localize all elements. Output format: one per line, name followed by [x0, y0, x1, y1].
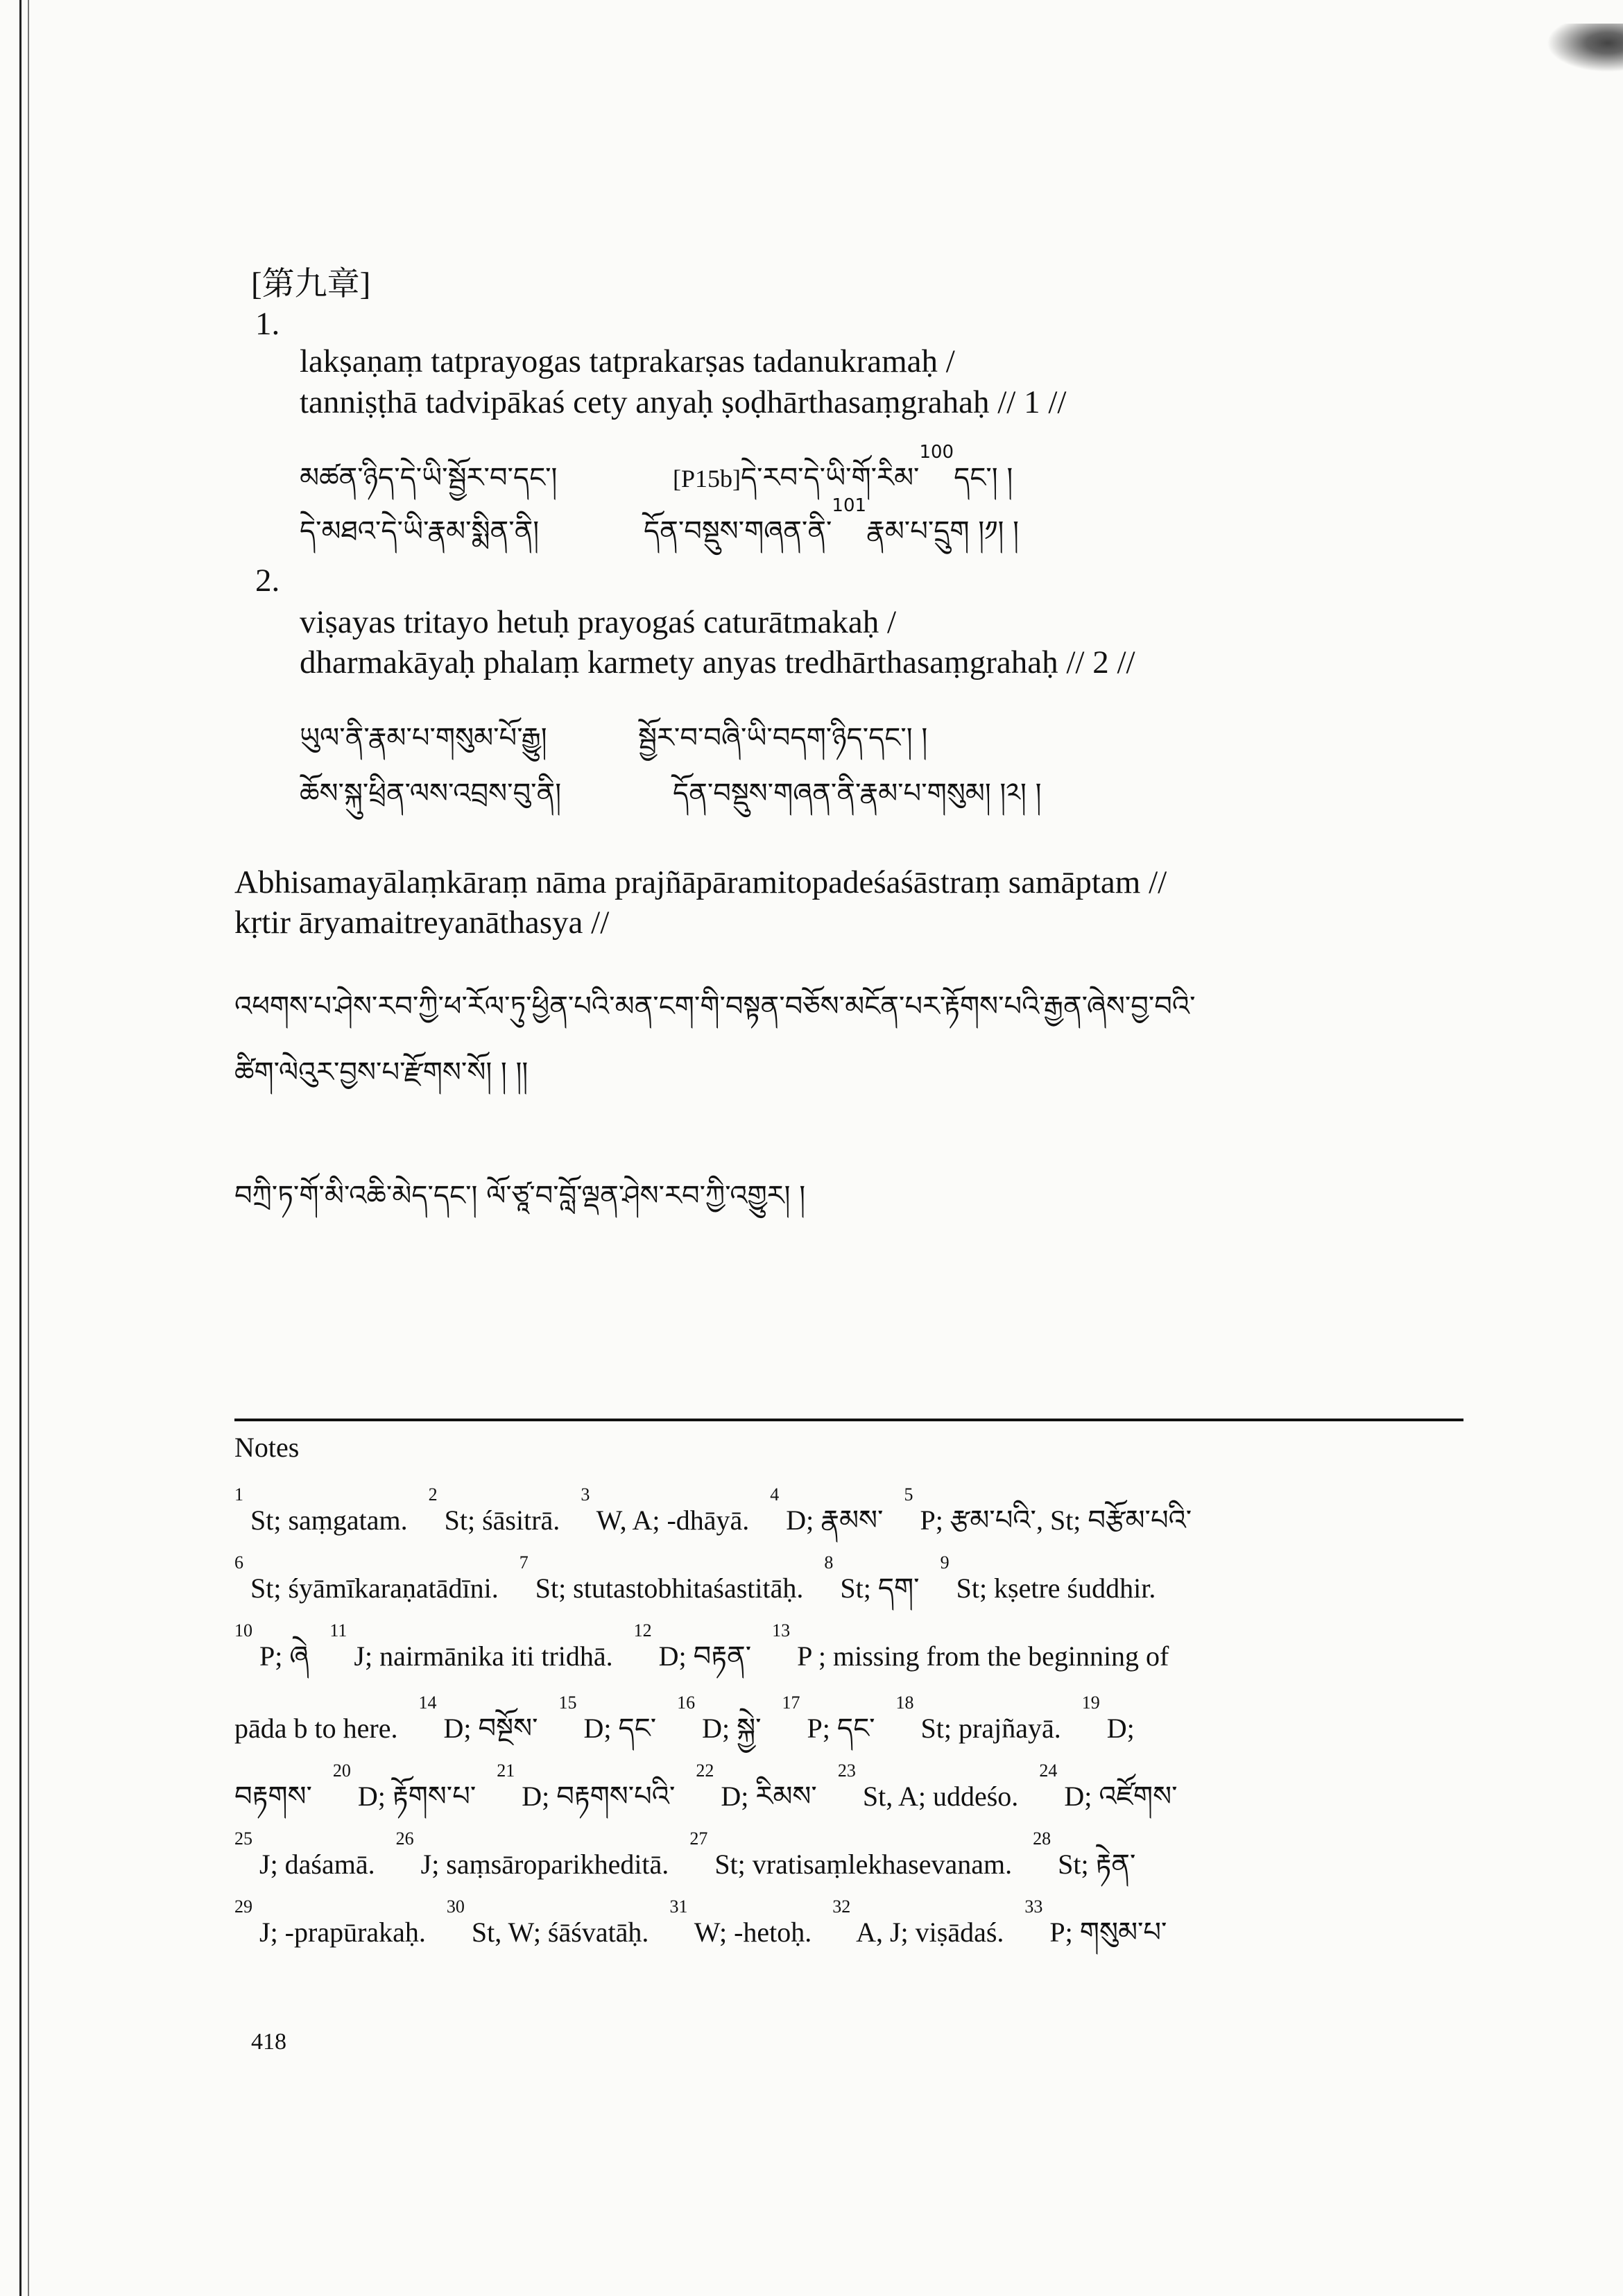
footnote-text: D; འཛོགས་	[1057, 1781, 1178, 1812]
footnote-number: 24	[1039, 1760, 1058, 1781]
footnote-number: 14	[418, 1693, 437, 1713]
footnote-number: 31	[669, 1896, 688, 1917]
footnote-number: 23	[837, 1760, 856, 1781]
verse-number: 1.	[255, 306, 280, 342]
footnote-number: 21	[497, 1760, 515, 1781]
note-line	[234, 1896, 1167, 1979]
footnote-number: 13	[772, 1620, 791, 1640]
footnote-text: St; śyāmīkaraṇatādīni.	[243, 1573, 519, 1604]
footnote-text: P; གསུམ་པ་	[1042, 1917, 1167, 1948]
footnote-number: 26	[395, 1828, 414, 1849]
footnote-number: 1	[234, 1484, 243, 1505]
footnote-number: 12	[633, 1620, 652, 1640]
footnote-text: D;	[1099, 1713, 1135, 1744]
note-line	[234, 1620, 1169, 1703]
footnote-number: 16	[677, 1693, 696, 1713]
tibetan-line: དོན་བསྡུས་གཞན་ནི་རྣམ་པ་གསུམ། །༢། །	[673, 778, 1042, 809]
footnote-number: 32	[832, 1896, 851, 1917]
note-line	[234, 1693, 1135, 1775]
footnote-text: J; daśamā.	[252, 1849, 396, 1880]
footnote-text: St; saṃgatam.	[243, 1505, 429, 1536]
footnote-ref: 100	[919, 442, 954, 463]
footnote-text: St, A; uddeśo.	[855, 1781, 1040, 1812]
tibetan-line: [P15b]དེ་རབ་དེ་ཡི་གོ་རིམ་$^{100}$དང་། །	[673, 442, 1013, 494]
colophon-sanskrit: Abhisamayālaṃkāraṃ nāma prajñāpāramitopadeśaśāstraṃ samāptam //	[234, 864, 1167, 900]
footnote-text: pāda b to here.	[234, 1713, 419, 1744]
chapter-heading: [第九章]	[251, 266, 371, 302]
note-line	[234, 1484, 1192, 1567]
tibetan-line: དོན་བསྡུས་གཞན་ནི་$^{101}$རྣམ་པ་དྲུག །༡། །	[644, 495, 1019, 547]
notes-divider	[234, 1419, 1463, 1421]
page-number: 418	[251, 2029, 286, 2055]
scan-smudge	[1547, 24, 1623, 72]
footnote-text: P; དང་	[800, 1713, 896, 1744]
footnote-text: D; དང་	[576, 1713, 678, 1744]
sanskrit-line: lakṣaṇaṃ tatprayogas tatprakarṣas tadanukramaḥ /	[300, 343, 955, 379]
sanskrit-line: viṣayas tritayo hetuḥ prayogaś caturātmakaḥ /	[300, 604, 897, 640]
footnote-text: D; རིམས་	[714, 1781, 838, 1812]
footnote-number: 10	[234, 1620, 252, 1640]
footnote-text: P; ཞེ	[252, 1640, 330, 1672]
footnote-text: J; -prapūrakaḥ.	[252, 1917, 447, 1948]
footnote-text: D; རྟོགས་པ་	[350, 1781, 497, 1812]
tibetan-line: མཚན་ཉིད་དེ་ཡི་སྦྱོར་བ་དང་།	[300, 462, 558, 494]
footnote-text: St; vratisaṃlekhasevanam.	[707, 1849, 1033, 1880]
sanskrit-line: tanniṣṭhā tadvipākaś cety anyaḥ ṣoḍhārthasaṃgrahaḥ // 1 //	[300, 384, 1067, 420]
footnote-text: J; nairmānika iti tridhā.	[347, 1640, 634, 1672]
footnote-text: W, A; -dhāyā.	[590, 1505, 771, 1536]
footnote-number: 15	[558, 1693, 577, 1713]
footnote-text: D; བསྔོས་	[436, 1713, 559, 1744]
note-line	[234, 1552, 1156, 1635]
tibetan-line: དེ་མཐའ་དེ་ཡི་རྣམ་སྨིན་ནི།	[300, 515, 540, 547]
footnote-text: P; རྩམ་པའི་, St; བརྩོམ་པའི་	[913, 1505, 1192, 1536]
verse-number: 2.	[255, 563, 280, 599]
footnote-text: St; kṣetre śuddhir.	[949, 1573, 1156, 1604]
footnote-text: A, J; viṣādaś.	[850, 1917, 1025, 1948]
footnote-number: 8	[824, 1552, 834, 1573]
footnote-number: 27	[689, 1828, 708, 1849]
footnote-text: St; stutastobhitaśastitāḥ.	[528, 1573, 825, 1604]
translator-colophon: བཀྲི་ཏ་གོ་མི་འཆི་མེད་དང་། ལོ་ཙཱ་བ་བློ་ལྡན་ཤེས་རབ་ཀྱི་འགྱུར། །	[234, 1180, 806, 1212]
footnote-number: 7	[519, 1552, 529, 1573]
footnote-text: W; -hetoḥ.	[687, 1917, 833, 1948]
footnote-number: 33	[1024, 1896, 1043, 1917]
scan-edge-line	[19, 0, 22, 2296]
footnote-text: St; prajñayā.	[913, 1713, 1082, 1744]
sanskrit-line: dharmakāyaḥ phalaṃ karmety anyas tredhārthasaṃgrahaḥ // 2 //	[300, 644, 1135, 680]
footnote-number: 29	[234, 1896, 252, 1917]
footnote-number: 2	[428, 1484, 438, 1505]
footnote-number: 28	[1033, 1828, 1051, 1849]
footnote-text: D; སྐྱེ་	[695, 1713, 782, 1744]
footnote-number: 4	[770, 1484, 780, 1505]
footnote-text: D; རྣམས་	[779, 1505, 904, 1536]
footnote-text: St; śāsitrā.	[437, 1505, 581, 1536]
footnote-number: 18	[895, 1693, 914, 1713]
colophon-tibetan: ཚིག་ལེའུར་བྱས་པ་རྫོགས་སོ། ། །།	[234, 1056, 529, 1088]
footnote-text: P ; missing from the beginning of	[790, 1640, 1169, 1672]
scan-edge-line	[28, 0, 29, 2296]
colophon-tibetan: འཕགས་པ་ཤེས་རབ་ཀྱི་ཕ་རོལ་ཏུ་ཕྱིན་པའི་མན་ངག་གི་བསྟན་བཅོས་མངོན་པར་རྟོགས་པའི་རྒྱན་ཞེས་བྱ་བའི་	[234, 991, 1196, 1022]
folio-marker: [P15b]	[673, 465, 741, 492]
footnote-text: D; བརྟགས་པའི་	[515, 1781, 696, 1812]
footnote-number: 25	[234, 1828, 252, 1849]
footnote-text: St, W; śāśvatāḥ.	[464, 1917, 670, 1948]
footnote-number: 11	[329, 1620, 347, 1640]
footnote-number: 5	[904, 1484, 913, 1505]
footnote-number: 22	[696, 1760, 714, 1781]
colophon-sanskrit: kṛtir āryamaitreyanāthasya //	[234, 905, 610, 941]
notes-title: Notes	[234, 1432, 300, 1463]
footnote-text: བརྟགས་	[234, 1781, 333, 1812]
footnote-ref: 101	[832, 495, 867, 516]
footnote-text: D; བརྟན་	[651, 1640, 773, 1672]
footnote-text: St; དག་	[833, 1573, 941, 1604]
footnote-text: St; རྟེན་	[1051, 1849, 1136, 1880]
tibetan-line: ཆོས་སྐུ་ཕྲིན་ལས་འབྲས་བུ་ནི།	[300, 778, 562, 809]
tibetan-line: ཡུལ་ནི་རྣམ་པ་གསུམ་པོ་རྒྱུ།	[300, 722, 547, 754]
footnote-number: 6	[234, 1552, 243, 1573]
footnote-number: 30	[446, 1896, 465, 1917]
footnote-text: J; saṃsāroparikheditā.	[413, 1849, 690, 1880]
footnote-number: 3	[581, 1484, 590, 1505]
tibetan-line: སྦྱོར་བ་བཞི་ཡི་བདག་ཉིད་དང་། །	[638, 722, 928, 754]
footnote-number: 17	[782, 1693, 800, 1713]
footnote-number: 20	[332, 1760, 351, 1781]
footnote-number: 19	[1081, 1693, 1100, 1713]
footnote-number: 9	[940, 1552, 950, 1573]
